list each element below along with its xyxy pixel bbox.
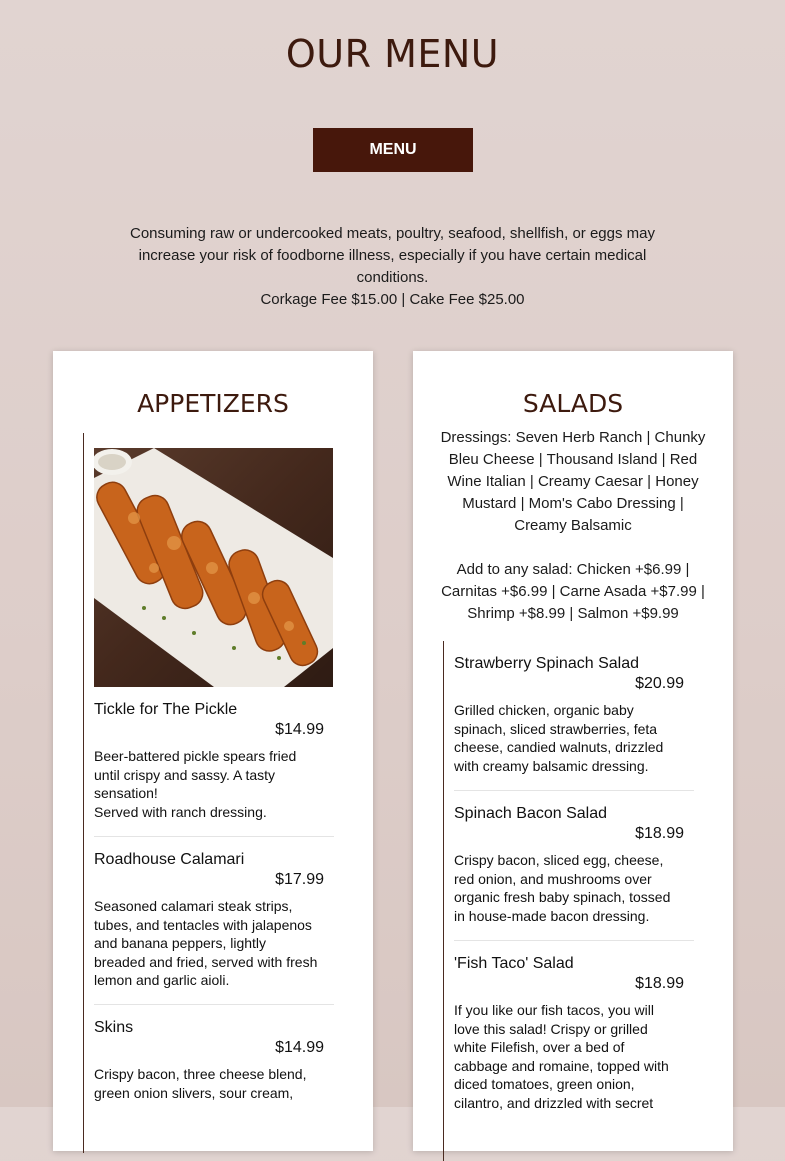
item-name: 'Fish Taco' Salad xyxy=(454,955,574,972)
salads-heading: SALADS xyxy=(522,389,624,418)
item-description: Crispy bacon, three cheese blend, green onion slivers, sour cream, xyxy=(94,1066,307,1101)
salads-divider-line xyxy=(443,641,444,1161)
salad-info xyxy=(437,427,709,625)
appetizers-divider-line xyxy=(83,433,84,1153)
item-description: Beer-battered pickle spears fried until crispy and sassy. A tasty sensation! Served with ranch dressing. xyxy=(94,748,297,820)
item-price: $17.99 xyxy=(275,871,324,888)
menu-item xyxy=(454,805,694,935)
addons-text: Add to any salad: Chicken +$6.99 | Carnitas +$6.99 | Carne Asada +$7.99 | Shrimp +$8.99 | Salmon +$9.99 xyxy=(441,561,705,622)
foodborne-warning: Consuming raw or undercooked meats, poultry, seafood, shellfish, or eggs may increase your risk of foodborne illness, especially if you have certain medical conditions. xyxy=(130,225,655,286)
item-separator xyxy=(454,940,694,941)
item-name: Skins xyxy=(94,1019,134,1036)
item-price: $14.99 xyxy=(275,1039,324,1056)
menu-button[interactable]: MENU xyxy=(313,128,473,172)
menu-notice xyxy=(120,223,665,311)
item-separator xyxy=(94,836,334,837)
item-description: Grilled chicken, organic baby spinach, sliced strawberries, feta cheese, candied walnuts, drizzled with creamy balsamic dressing. xyxy=(454,702,664,774)
item-name: Tickle for The Pickle xyxy=(94,701,238,718)
item-name: Roadhouse Calamari xyxy=(94,851,245,868)
page-title: OUR MENU xyxy=(285,32,500,76)
item-price: $20.99 xyxy=(635,675,684,692)
item-name: Strawberry Spinach Salad xyxy=(454,655,639,672)
menu-item xyxy=(454,655,694,785)
appetizers-card xyxy=(53,351,373,1151)
fried-pickles-photo xyxy=(94,448,333,687)
item-price: $14.99 xyxy=(275,721,324,738)
menu-item xyxy=(94,701,334,821)
dressings-text: Dressings: Seven Herb Ranch | Chunky Bleu Cheese | Thousand Island | Red Wine Italian | Creamy Caesar | Honey Mustard | Mom's Cabo Dressing | Creamy Balsamic xyxy=(440,429,706,534)
item-name: Spinach Bacon Salad xyxy=(454,805,607,822)
item-separator xyxy=(94,1004,334,1005)
item-description: Seasoned calamari steak strips, tubes, and tentacles with jalapenos and banana peppers, lightly breaded and fried, served with fresh lemon and garlic aioli. xyxy=(94,898,318,989)
fee-info: Corkage Fee $15.00 | Cake Fee $25.00 xyxy=(260,291,525,308)
item-price: $18.99 xyxy=(635,975,684,992)
menu-item xyxy=(454,955,694,1115)
menu-item xyxy=(94,851,334,991)
item-description: If you like our fish tacos, you will love this salad! Crispy or grilled white Filefish, over a bed of cabbage and romaine, topped with diced tomatoes, green onion, cilantro, and drizzled with secret xyxy=(454,1002,669,1111)
menu-item xyxy=(94,1019,334,1119)
salads-card xyxy=(413,351,733,1151)
item-separator xyxy=(454,790,694,791)
item-price: $18.99 xyxy=(635,825,684,842)
item-description: Crispy bacon, sliced egg, cheese, red onion, and mushrooms over organic fresh baby spinach, tossed in house-made bacon dressing. xyxy=(454,852,671,924)
appetizers-heading: APPETIZERS xyxy=(137,389,289,418)
